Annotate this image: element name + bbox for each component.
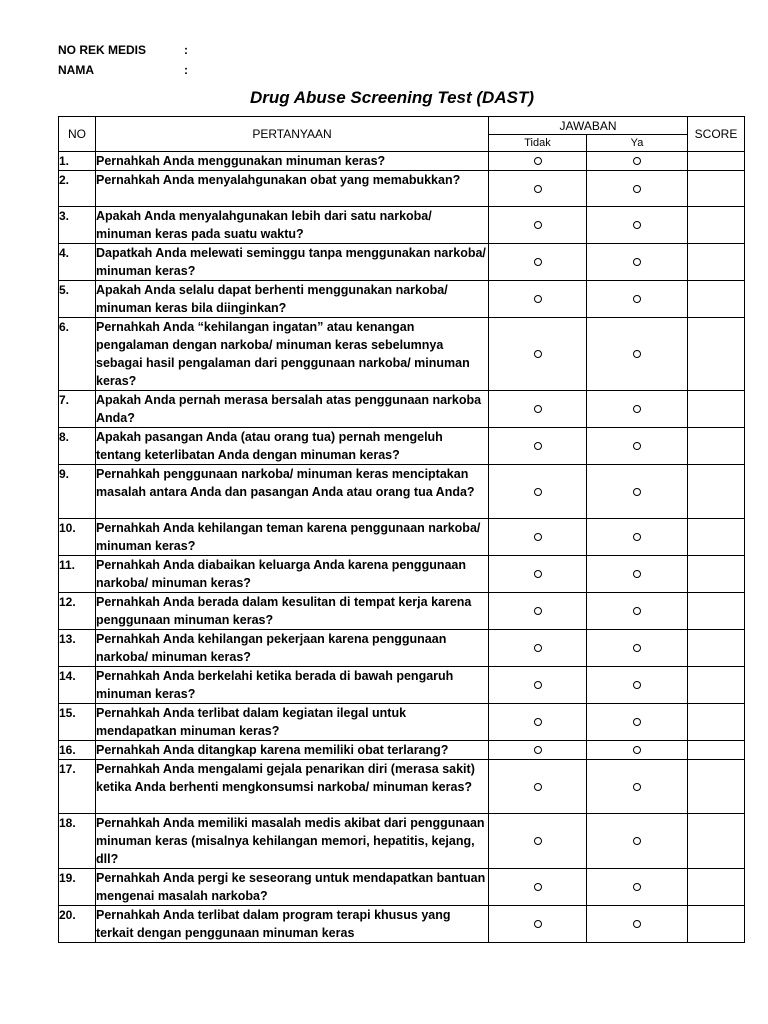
answer-cell-ya[interactable] — [587, 207, 688, 244]
table-row — [59, 556, 745, 593]
name-label: NAMA — [58, 63, 94, 77]
question-number: 13. — [59, 630, 96, 667]
answer-cell-ya[interactable] — [587, 741, 688, 760]
radio-ya-icon[interactable] — [633, 783, 641, 791]
question-text: Pernahkah Anda “kehilangan ingatan” atau kenangan pengalaman dengan narkoba/ minuman keras sebelumnya sebagai hasil pengalaman dari penggunaan narkoba/ minuman keras? — [96, 318, 489, 391]
column-header-tidak: Tidak — [489, 135, 587, 152]
question-number: 8. — [59, 428, 96, 465]
question-text: Pernahkah Anda mengalami gejala penarikan diri (merasa sakit) ketika Anda berhenti mengkonsumsi narkoba/ minuman keras? — [96, 760, 489, 814]
column-header-answer: JAWABAN — [489, 117, 688, 135]
column-header-ya: Ya — [587, 135, 688, 152]
radio-tidak-icon[interactable] — [534, 221, 542, 229]
answer-cell-ya[interactable] — [587, 171, 688, 207]
table-row — [59, 760, 745, 814]
score-cell[interactable] — [688, 667, 745, 704]
question-number: 19. — [59, 869, 96, 906]
table-row — [59, 519, 745, 556]
radio-tidak-icon[interactable] — [534, 488, 542, 496]
name-line — [58, 63, 188, 77]
answer-cell-ya[interactable] — [587, 391, 688, 428]
question-number: 10. — [59, 519, 96, 556]
score-cell[interactable] — [688, 318, 745, 391]
radio-ya-icon[interactable] — [633, 533, 641, 541]
answer-cell-tidak[interactable] — [489, 869, 587, 906]
answer-cell-ya[interactable] — [587, 630, 688, 667]
radio-tidak-icon[interactable] — [534, 570, 542, 578]
radio-ya-icon[interactable] — [633, 681, 641, 689]
radio-ya-icon[interactable] — [633, 718, 641, 726]
radio-tidak-icon[interactable] — [534, 718, 542, 726]
question-text: Pernahkah Anda ditangkap karena memiliki obat terlarang? — [96, 741, 489, 760]
radio-ya-icon[interactable] — [633, 295, 641, 303]
answer-cell-tidak[interactable] — [489, 281, 587, 318]
question-number: 6. — [59, 318, 96, 391]
table-row — [59, 465, 745, 519]
question-text: Pernahkah Anda kehilangan pekerjaan karena penggunaan narkoba/ minuman keras? — [96, 630, 489, 667]
score-cell[interactable] — [688, 869, 745, 906]
radio-tidak-icon[interactable] — [534, 883, 542, 891]
question-number: 11. — [59, 556, 96, 593]
radio-tidak-icon[interactable] — [534, 442, 542, 450]
score-cell[interactable] — [688, 814, 745, 869]
table-row — [59, 152, 745, 171]
radio-ya-icon[interactable] — [633, 350, 641, 358]
question-text: Dapatkah Anda melewati seminggu tanpa menggunakan narkoba/ minuman keras? — [96, 244, 489, 281]
answer-cell-ya[interactable] — [587, 465, 688, 519]
answer-cell-tidak[interactable] — [489, 906, 587, 943]
name-colon: : — [184, 63, 188, 77]
question-number: 9. — [59, 465, 96, 519]
question-text: Pernahkah Anda terlibat dalam kegiatan ilegal untuk mendapatkan minuman keras? — [96, 704, 489, 741]
radio-tidak-icon[interactable] — [534, 607, 542, 615]
radio-ya-icon[interactable] — [633, 442, 641, 450]
answer-cell-ya[interactable] — [587, 814, 688, 869]
radio-tidak-icon[interactable] — [534, 783, 542, 791]
question-text: Apakah Anda selalu dapat berhenti menggunakan narkoba/ minuman keras bila diinginkan? — [96, 281, 489, 318]
question-text: Pernahkah Anda menyalahgunakan obat yang memabukkan? — [96, 171, 489, 207]
radio-tidak-icon[interactable] — [534, 644, 542, 652]
question-number: 20. — [59, 906, 96, 943]
document-title: Drug Abuse Screening Test (DAST) — [250, 88, 534, 107]
score-cell[interactable] — [688, 519, 745, 556]
radio-ya-icon[interactable] — [633, 746, 641, 754]
radio-ya-icon[interactable] — [633, 607, 641, 615]
answer-cell-ya[interactable] — [587, 667, 688, 704]
question-text: Pernahkah Anda pergi ke seseorang untuk mendapatkan bantuan mengenai masalah narkoba? — [96, 869, 489, 906]
answer-cell-ya[interactable] — [587, 244, 688, 281]
answer-cell-tidak[interactable] — [489, 391, 587, 428]
answer-cell-tidak[interactable] — [489, 207, 587, 244]
radio-ya-icon[interactable] — [633, 837, 641, 845]
radio-tidak-icon[interactable] — [534, 920, 542, 928]
answer-cell-tidak[interactable] — [489, 318, 587, 391]
answer-cell-tidak[interactable] — [489, 704, 587, 741]
score-cell[interactable] — [688, 207, 745, 244]
table-row — [59, 704, 745, 741]
radio-ya-icon[interactable] — [633, 570, 641, 578]
question-number: 2. — [59, 171, 96, 207]
answer-cell-ya[interactable] — [587, 906, 688, 943]
radio-ya-icon[interactable] — [633, 488, 641, 496]
question-number: 15. — [59, 704, 96, 741]
table-row — [59, 593, 745, 630]
question-text: Pernahkah Anda menggunakan minuman keras? — [96, 152, 489, 171]
score-cell[interactable] — [688, 593, 745, 630]
answer-cell-tidak[interactable] — [489, 244, 587, 281]
radio-ya-icon[interactable] — [633, 920, 641, 928]
answer-cell-tidak[interactable] — [489, 556, 587, 593]
dast-table — [58, 116, 745, 943]
column-header-question: PERTANYAAN — [96, 117, 489, 152]
column-header-no: NO — [59, 117, 96, 152]
answer-cell-tidak[interactable] — [489, 519, 587, 556]
question-number: 7. — [59, 391, 96, 428]
radio-tidak-icon[interactable] — [534, 746, 542, 754]
question-number: 16. — [59, 741, 96, 760]
question-text: Apakah pasangan Anda (atau orang tua) pernah mengeluh tentang keterlibatan Anda dengan minuman keras? — [96, 428, 489, 465]
answer-cell-tidak[interactable] — [489, 465, 587, 519]
question-number: 18. — [59, 814, 96, 869]
table-row — [59, 906, 745, 943]
answer-cell-tidak[interactable] — [489, 428, 587, 465]
answer-cell-tidak[interactable] — [489, 814, 587, 869]
question-number: 4. — [59, 244, 96, 281]
question-text: Pernahkah Anda terlibat dalam program terapi khusus yang terkait dengan penggunaan minuman keras — [96, 906, 489, 943]
radio-tidak-icon[interactable] — [534, 185, 542, 193]
answer-cell-tidak[interactable] — [489, 667, 587, 704]
table-row — [59, 667, 745, 704]
table-row — [59, 814, 745, 869]
answer-cell-tidak[interactable] — [489, 171, 587, 207]
medical-record-label: NO REK MEDIS — [58, 43, 147, 57]
score-cell[interactable] — [688, 152, 745, 171]
radio-ya-icon[interactable] — [633, 185, 641, 193]
question-number: 3. — [59, 207, 96, 244]
answer-cell-tidak[interactable] — [489, 152, 587, 171]
answer-cell-ya[interactable] — [587, 593, 688, 630]
medical-record-line — [58, 43, 188, 57]
radio-tidak-icon[interactable] — [534, 681, 542, 689]
answer-cell-ya[interactable] — [587, 760, 688, 814]
answer-cell-ya[interactable] — [587, 318, 688, 391]
question-text: Pernahkah Anda diabaikan keluarga Anda karena penggunaan narkoba/ minuman keras? — [96, 556, 489, 593]
radio-ya-icon[interactable] — [633, 405, 641, 413]
answer-cell-tidak[interactable] — [489, 760, 587, 814]
question-text: Pernahkah penggunaan narkoba/ minuman keras menciptakan masalah antara Anda dan pasangan Anda atau orang tua Anda? — [96, 465, 489, 519]
table-row — [59, 318, 745, 391]
table-row — [59, 281, 745, 318]
radio-tidak-icon[interactable] — [534, 405, 542, 413]
answer-cell-ya[interactable] — [587, 152, 688, 171]
question-number: 5. — [59, 281, 96, 318]
question-text: Pernahkah Anda memiliki masalah medis akibat dari penggunaan minuman keras (misalnya kehilangan memori, hepatitis, kejang, dll? — [96, 814, 489, 869]
table-row — [59, 869, 745, 906]
question-text: Pernahkah Anda berada dalam kesulitan di tempat kerja karena penggunaan minuman keras? — [96, 593, 489, 630]
answer-cell-ya[interactable] — [587, 519, 688, 556]
question-number: 14. — [59, 667, 96, 704]
answer-cell-ya[interactable] — [587, 704, 688, 741]
score-cell[interactable] — [688, 630, 745, 667]
score-cell[interactable] — [688, 906, 745, 943]
answer-cell-tidak[interactable] — [489, 593, 587, 630]
radio-tidak-icon[interactable] — [534, 295, 542, 303]
radio-tidak-icon[interactable] — [534, 258, 542, 266]
radio-tidak-icon[interactable] — [534, 533, 542, 541]
column-header-score: SCORE — [688, 117, 745, 152]
answer-cell-ya[interactable] — [587, 428, 688, 465]
question-number: 1. — [59, 152, 96, 171]
answer-cell-ya[interactable] — [587, 281, 688, 318]
radio-tidak-icon[interactable] — [534, 837, 542, 845]
table-row — [59, 428, 745, 465]
radio-ya-icon[interactable] — [633, 883, 641, 891]
score-cell[interactable] — [688, 760, 745, 814]
table-row — [59, 630, 745, 667]
score-cell[interactable] — [688, 704, 745, 741]
medical-record-colon: : — [184, 43, 188, 57]
score-cell[interactable] — [688, 391, 745, 428]
answer-cell-tidak[interactable] — [489, 630, 587, 667]
question-text: Pernahkah Anda kehilangan teman karena penggunaan narkoba/ minuman keras? — [96, 519, 489, 556]
answer-cell-tidak[interactable] — [489, 741, 587, 760]
score-cell[interactable] — [688, 556, 745, 593]
question-rows — [59, 152, 745, 943]
score-cell[interactable] — [688, 244, 745, 281]
score-cell[interactable] — [688, 741, 745, 760]
question-number: 12. — [59, 593, 96, 630]
score-cell[interactable] — [688, 465, 745, 519]
table-row — [59, 391, 745, 428]
question-text: Pernahkah Anda berkelahi ketika berada di bawah pengaruh minuman keras? — [96, 667, 489, 704]
answer-cell-ya[interactable] — [587, 869, 688, 906]
radio-ya-icon[interactable] — [633, 644, 641, 652]
table-row — [59, 171, 745, 207]
radio-tidak-icon[interactable] — [534, 350, 542, 358]
radio-tidak-icon[interactable] — [534, 157, 542, 165]
radio-ya-icon[interactable] — [633, 258, 641, 266]
question-text: Apakah Anda pernah merasa bersalah atas penggunaan narkoba Anda? — [96, 391, 489, 428]
radio-ya-icon[interactable] — [633, 157, 641, 165]
table-row — [59, 741, 745, 760]
question-text: Apakah Anda menyalahgunakan lebih dari satu narkoba/ minuman keras pada suatu waktu? — [96, 207, 489, 244]
score-cell[interactable] — [688, 171, 745, 207]
table-row — [59, 244, 745, 281]
score-cell[interactable] — [688, 428, 745, 465]
score-cell[interactable] — [688, 281, 745, 318]
radio-ya-icon[interactable] — [633, 221, 641, 229]
answer-cell-ya[interactable] — [587, 556, 688, 593]
table-row — [59, 207, 745, 244]
question-number: 17. — [59, 760, 96, 814]
